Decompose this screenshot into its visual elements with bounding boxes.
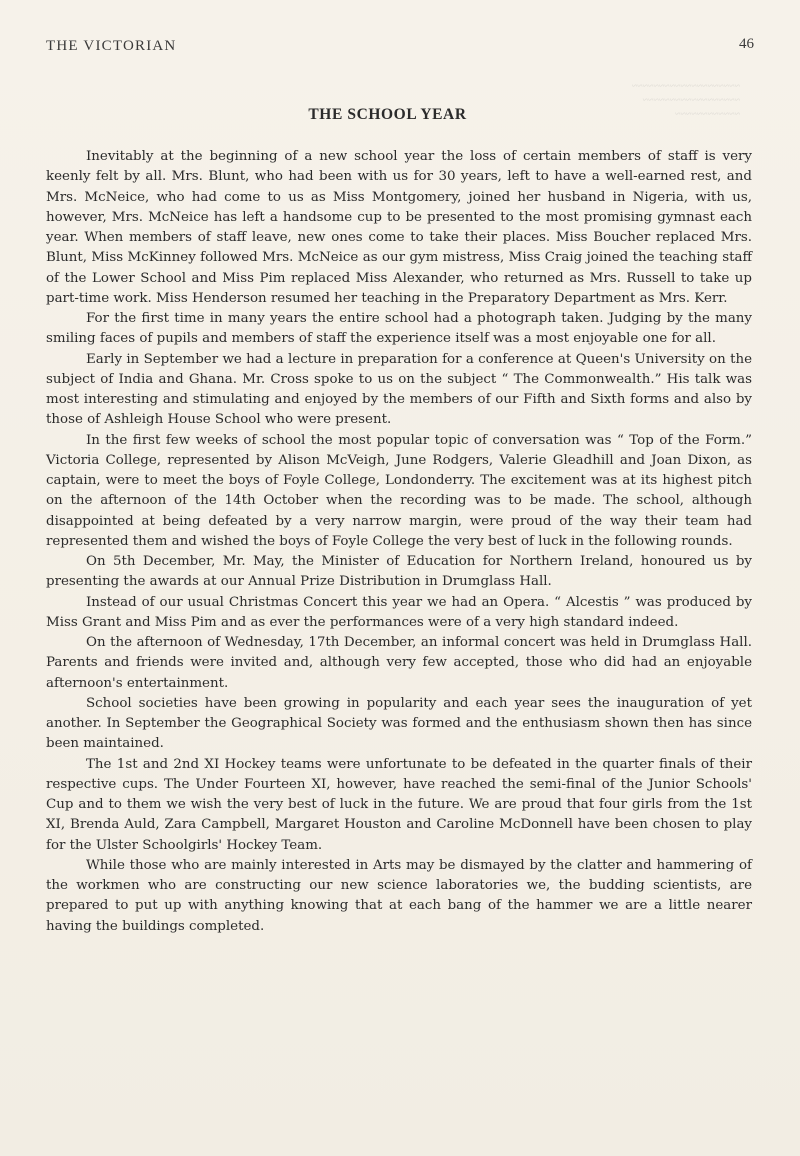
article-body <box>46 147 752 937</box>
paragraph: While those who are mainly interested in Arts may be dismayed by the clatter and hammering of the workmen who are constructing our new science laboratories we, the budding scientists, are prepared to put up with anything knowing that at each bang of the hammer we are a little nearer having the buildings completed. <box>46 857 752 934</box>
paragraph: On 5th December, Mr. May, the Minister of Education for Northern Ireland, honoured us by presenting the awards at our Annual Prize Distribution in Drumglass Hall. <box>46 554 752 590</box>
paragraph: Inevitably at the beginning of a new school year the loss of certain members of staff is very keenly felt by all. Mrs. Blunt, who had been with us for 30 years, left to have a well-earned rest, and Mrs. McNeice, who had come to us as Miss Montgomery, joined her husband in Nigeria, with us, however, Mrs. McNeice has left a handsome cup to be presented to the most promising gymnast each year. When members of staff leave, new ones come to take their places. Miss Boucher replaced Mrs. Blunt, Miss McKinney followed Mrs. McNeice as our gym mistress, Miss Craig joined the teaching staff of the Lower School and Miss Pim replaced Miss Alexander, who returned as Mrs. Russell to take up part-time work. Miss Henderson resumed her teaching in the Preparatory Department as Mrs. Kerr. <box>46 149 752 306</box>
paragraph: The 1st and 2nd XI Hockey teams were unfortunate to be defeated in the quarter finals of their respective cups. The Under Fourteen XI, however, have reached the semi-final of the Junior Schools' Cup and to them we wish the very best of luck in the future. We are proud that four girls from the 1st XI, Brenda Auld, Zara Campbell, Margaret Houston and Caroline McDonnell have been chosen to play for the Ulster Schoolgirls' Hockey Team. <box>46 756 752 853</box>
article-title: THE SCHOOL YEAR <box>308 106 467 123</box>
paragraph: School societies have been growing in popularity and each year sees the inauguration of yet another. In September the Geographical Society was formed and the enthusiasm shown then has since been maintained. <box>46 695 752 752</box>
show-through-text: ~~~~~~~~~~~~~~~~~~~~ ~~~~~~~~~~~~~~~~~~ ~~~~~~~~~~~~ <box>631 81 740 120</box>
paragraph: Instead of our usual Christmas Concert this year we had an Opera. “ Alcestis ” was produced by Miss Grant and Miss Pim and as ever the performances were of a very high standard indeed. <box>46 594 752 630</box>
paragraph: Early in September we had a lecture in preparation for a conference at Queen's University on the subject of India and Ghana. Mr. Cross spoke to us on the subject “ The Commonwealth.” His talk was most interesting and stimulating and enjoyed by the members of our Fifth and Sixth forms and also by those of Ashleigh House School who were present. <box>46 351 752 428</box>
paragraph: For the first time in many years the entire school had a photograph taken. Judging by the many smiling faces of pupils and members of staff the experience itself was a most enjoyable one for all. <box>46 311 752 347</box>
paragraph: In the first few weeks of school the most popular topic of conversation was “ Top of the Form.” Victoria College, represented by Alison McVeigh, June Rodgers, Valerie Gleadhill and Joan Dixon, as captain, were to meet the boys of Foyle College, Londonderry. The excitement was at its highest pitch on the afternoon of the 14th October when the recording was to be made. The school, although disappointed at being defeated by a very narrow margin, were proud of the way their team had represented them and wished the boys of Foyle College the very best of luck in the following rounds. <box>46 432 752 549</box>
running-header-title: THE VICTORIAN <box>46 38 177 54</box>
paragraph: On the afternoon of Wednesday, 17th December, an informal concert was held in Drumglass Hall. Parents and friends were invited and, although very few accepted, those who did had an enjoyable afternoon's entertainment. <box>46 635 752 691</box>
page-number: 46 <box>739 36 754 52</box>
